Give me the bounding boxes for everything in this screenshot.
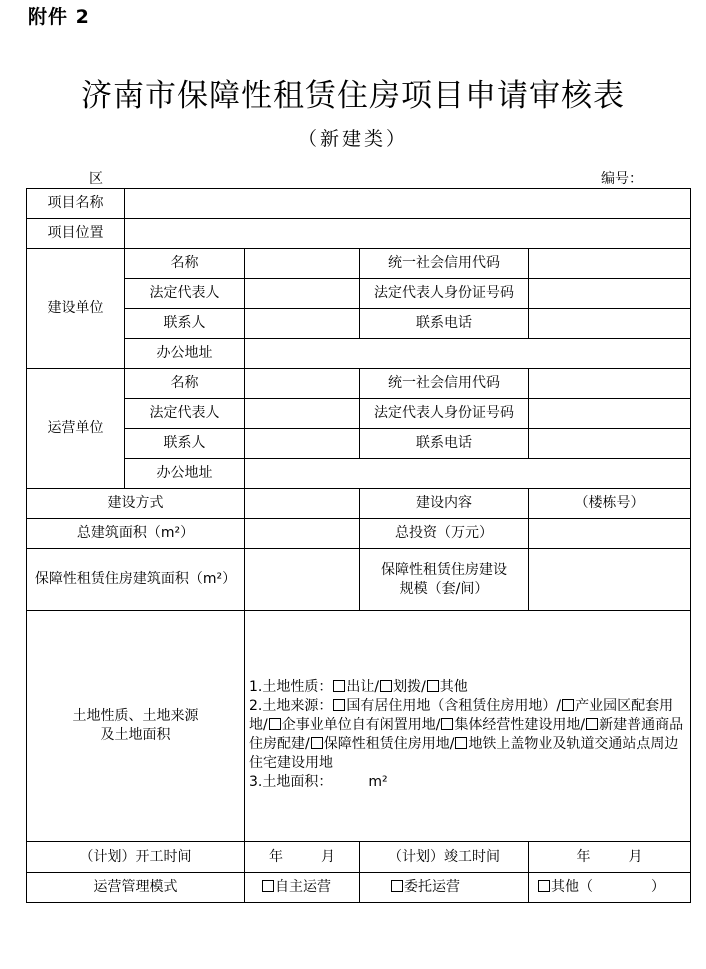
rental-area-field[interactable] — [245, 549, 360, 611]
table-row — [27, 519, 691, 549]
operator-legal-rep-id-label: 法定代表人身份证号码 — [360, 399, 529, 429]
table-row — [27, 309, 691, 339]
checkbox-entrusted[interactable] — [391, 880, 403, 892]
land-source-opt4: 集体经营性建设用地/ — [454, 717, 586, 733]
checkbox-source-2[interactable] — [562, 699, 574, 711]
land-source-opt7: 地铁上盖物业及轨道交通站点周边住宅建设用地 — [249, 736, 679, 771]
plan-start-field[interactable] — [245, 842, 360, 873]
checkbox-source-7[interactable] — [455, 737, 467, 749]
checkbox-source-5[interactable] — [586, 718, 598, 730]
builder-address-label: 办公地址 — [125, 339, 245, 369]
mgmt-opt3-label: 其他（ — [551, 879, 593, 895]
checkbox-source-6[interactable] — [311, 737, 323, 749]
project-location-label: 项目位置 — [27, 219, 125, 249]
land-source-prefix: 2.土地来源： — [249, 698, 333, 714]
builder-contact-field[interactable] — [245, 309, 360, 339]
land-source-block — [249, 697, 688, 773]
land-source-opt3: 企事业单位自有闲置用地/ — [281, 717, 441, 733]
operator-contact-label: 联系人 — [125, 429, 245, 459]
land-source-opt5: 新建普通商品住房配建/ — [249, 717, 684, 752]
plan-start-label: （计划）开工时间 — [27, 842, 245, 873]
builder-legal-rep-label: 法定代表人 — [125, 279, 245, 309]
land-nature-opt3: 其他 — [439, 679, 468, 695]
land-nature-opt1: 出让/ — [346, 679, 380, 695]
mgmt-opt2-cell — [360, 873, 529, 903]
table-row — [27, 429, 691, 459]
builder-name-field[interactable] — [245, 249, 360, 279]
land-source-opt1: 国有居住用地（含租赁住房用地）/ — [346, 698, 562, 714]
checkbox-self-operated[interactable] — [262, 880, 274, 892]
operator-phone-field[interactable] — [529, 429, 691, 459]
builder-legal-rep-id-label: 法定代表人身份证号码 — [360, 279, 529, 309]
checkbox-transfer[interactable] — [333, 680, 345, 692]
checkbox-source-3[interactable] — [269, 718, 281, 730]
land-source-opt6: 保障性租赁住房用地/ — [323, 736, 455, 752]
build-method-field[interactable] — [245, 489, 360, 519]
serial-number-label: 编号： — [601, 171, 643, 187]
build-content-label: 建设内容 — [360, 489, 529, 519]
operator-name-field[interactable] — [245, 369, 360, 399]
checkbox-source-4[interactable] — [441, 718, 453, 730]
district-label: 区 — [89, 171, 103, 187]
table-row — [27, 399, 691, 429]
page-subtitle: （新建类） — [297, 128, 408, 150]
land-details-cell — [245, 611, 691, 842]
build-method-label: 建设方式 — [27, 489, 245, 519]
table-row — [27, 339, 691, 369]
rental-scale-label-line1: 保障性租赁住房建设 — [381, 561, 507, 578]
plan-end-label: （计划）竣工时间 — [360, 842, 529, 873]
table-row — [27, 842, 691, 873]
page-title: 济南市保障性租赁住房项目申请审核表 — [81, 78, 625, 114]
land-nature-prefix: 1.土地性质： — [249, 679, 333, 695]
checkbox-mgmt-other[interactable] — [538, 880, 550, 892]
builder-address-field[interactable] — [245, 339, 691, 369]
table-row — [27, 549, 691, 611]
land-label-line1: 土地性质、土地来源 — [72, 708, 199, 724]
rental-area-label: 保障性租赁住房建筑面积（m²） — [27, 549, 245, 611]
plan-end-month: 月 — [628, 848, 643, 865]
builder-group-label: 建设单位 — [27, 249, 125, 369]
land-label-line2: 及土地面积 — [100, 727, 171, 743]
land-nature-opt2: 划拨/ — [393, 679, 426, 695]
total-area-field[interactable] — [245, 519, 360, 549]
table-row — [27, 369, 691, 399]
mgmt-mode-label: 运营管理模式 — [27, 873, 245, 903]
builder-name-label: 名称 — [125, 249, 245, 279]
operator-name-label: 名称 — [125, 369, 245, 399]
operator-contact-field[interactable] — [245, 429, 360, 459]
mgmt-opt1-cell — [245, 873, 360, 903]
table-row — [27, 189, 691, 219]
building-no-field[interactable]: （楼栋号） — [529, 489, 691, 519]
rental-scale-field[interactable] — [529, 549, 691, 611]
table-row — [27, 219, 691, 249]
operator-legal-rep-id-field[interactable] — [529, 399, 691, 429]
checkbox-nature-other[interactable] — [427, 680, 439, 692]
builder-phone-label: 联系电话 — [360, 309, 529, 339]
operator-credit-code-label: 统一社会信用代码 — [360, 369, 529, 399]
plan-start-month: 月 — [321, 848, 335, 865]
table-row — [27, 873, 691, 903]
builder-legal-rep-field[interactable] — [245, 279, 360, 309]
builder-credit-code-label: 统一社会信用代码 — [360, 249, 529, 279]
mgmt-opt1-label: 自主运营 — [275, 879, 331, 895]
operator-address-field[interactable] — [245, 459, 691, 489]
operator-group-label: 运营单位 — [27, 369, 125, 489]
plan-end-field[interactable] — [529, 842, 691, 873]
table-row — [27, 249, 691, 279]
project-name-label: 项目名称 — [27, 189, 125, 219]
land-nature-line — [249, 678, 688, 697]
table-row — [27, 459, 691, 489]
total-investment-label: 总投资（万元） — [360, 519, 529, 549]
plan-start-year: 年 — [269, 848, 283, 865]
builder-phone-field[interactable] — [529, 309, 691, 339]
table-row — [27, 489, 691, 519]
land-area-line — [249, 773, 688, 792]
mgmt-opt3-cell — [529, 873, 691, 903]
table-row — [27, 279, 691, 309]
mgmt-opt3-close: ） — [651, 879, 665, 895]
land-label — [27, 611, 245, 842]
project-name-field[interactable] — [125, 189, 691, 219]
mgmt-opt2-label: 委托运营 — [404, 879, 460, 895]
total-area-label: 总建筑面积（m²） — [27, 519, 245, 549]
operator-phone-label: 联系电话 — [360, 429, 529, 459]
total-investment-field[interactable] — [529, 519, 691, 549]
application-form-table — [26, 188, 691, 903]
project-location-field[interactable] — [125, 219, 691, 249]
land-area-prefix: 3.土地面积： — [249, 774, 333, 790]
land-source-opt2: 产业园区配套用地/ — [249, 698, 674, 733]
rental-scale-label-line2: 规模（套/间） — [399, 580, 489, 597]
operator-address-label: 办公地址 — [125, 459, 245, 489]
builder-contact-label: 联系人 — [125, 309, 245, 339]
attachment-label: 附件 2 — [28, 6, 90, 28]
land-area-unit: m² — [368, 774, 388, 790]
checkbox-allocation[interactable] — [380, 680, 392, 692]
builder-credit-code-field[interactable] — [529, 249, 691, 279]
rental-scale-label — [360, 549, 529, 611]
operator-legal-rep-label: 法定代表人 — [125, 399, 245, 429]
table-row — [27, 611, 691, 842]
operator-legal-rep-field[interactable] — [245, 399, 360, 429]
builder-legal-rep-id-field[interactable] — [529, 279, 691, 309]
plan-end-year: 年 — [576, 848, 591, 865]
operator-credit-code-field[interactable] — [529, 369, 691, 399]
checkbox-source-1[interactable] — [333, 699, 345, 711]
